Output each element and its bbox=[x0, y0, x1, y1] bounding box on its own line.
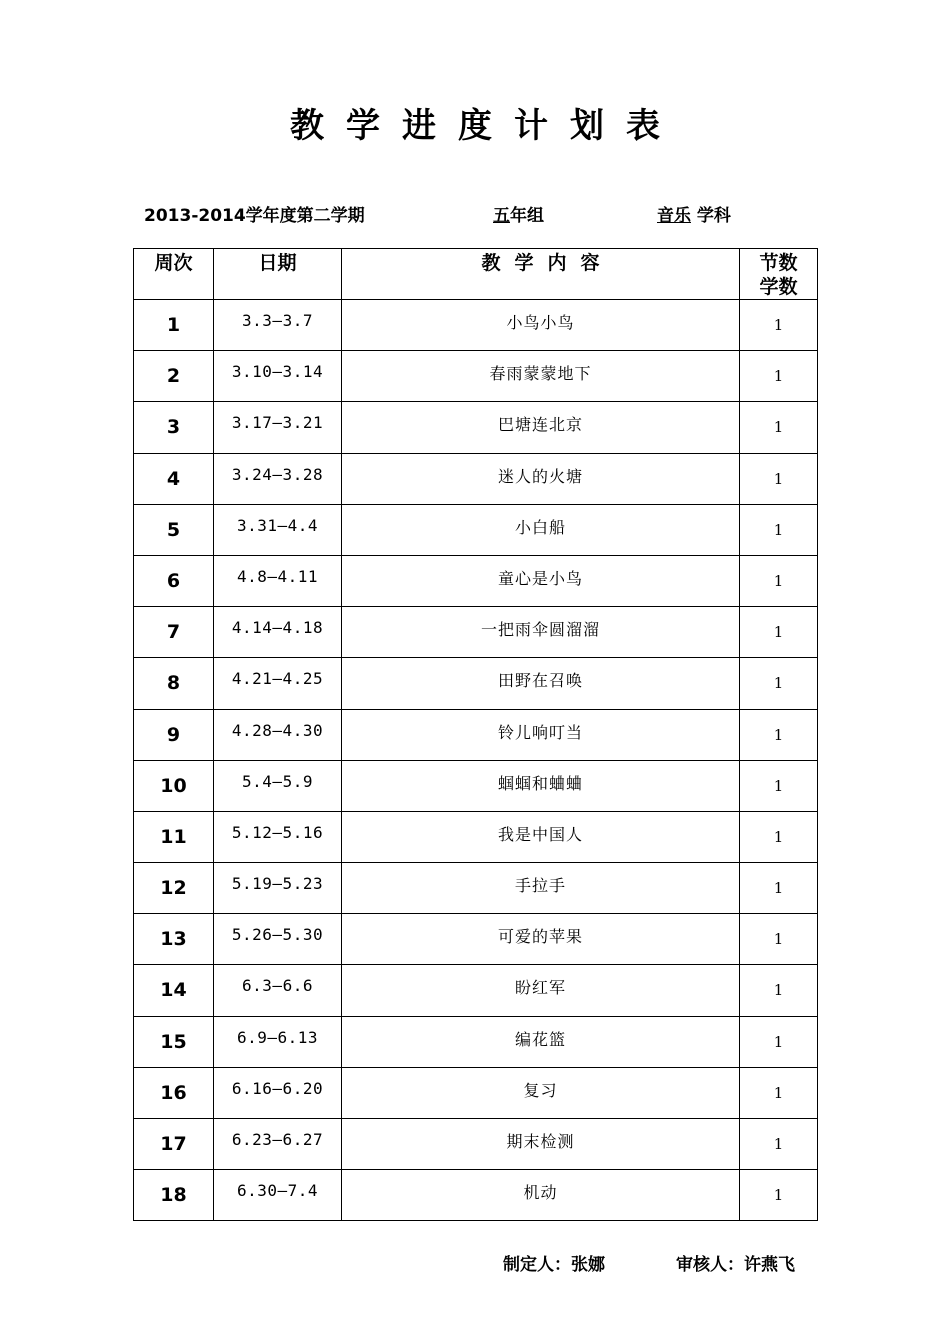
subject-value: 音乐 bbox=[657, 206, 691, 226]
content-cell: 蝈蝈和蛐蛐 bbox=[342, 760, 740, 811]
week-cell: 9 bbox=[134, 709, 214, 760]
count-cell: 1 bbox=[740, 863, 818, 914]
content-cell: 我是中国人 bbox=[342, 811, 740, 862]
week-cell: 10 bbox=[134, 760, 214, 811]
content-cell: 复习 bbox=[342, 1067, 740, 1118]
week-cell: 14 bbox=[134, 965, 214, 1016]
maker-label: 制定人：张娜 bbox=[503, 1255, 605, 1275]
header-week: 周次 bbox=[134, 249, 214, 300]
date-cell: 5.19—5.23 bbox=[214, 863, 342, 914]
date-cell: 3.17—3.21 bbox=[214, 402, 342, 453]
table-body bbox=[134, 300, 818, 1221]
table-row bbox=[134, 351, 818, 402]
week-cell: 4 bbox=[134, 453, 214, 504]
table-row bbox=[134, 607, 818, 658]
count-cell: 1 bbox=[740, 300, 818, 351]
week-cell: 6 bbox=[134, 555, 214, 606]
content-cell: 手拉手 bbox=[342, 863, 740, 914]
table-row bbox=[134, 709, 818, 760]
date-cell: 6.23—6.27 bbox=[214, 1119, 342, 1170]
content-cell: 迷人的火塘 bbox=[342, 453, 740, 504]
count-cell: 1 bbox=[740, 607, 818, 658]
week-cell: 3 bbox=[134, 402, 214, 453]
week-cell: 13 bbox=[134, 914, 214, 965]
date-cell: 5.4—5.9 bbox=[214, 760, 342, 811]
table-row bbox=[134, 965, 818, 1016]
date-cell: 3.31—4.4 bbox=[214, 504, 342, 555]
date-cell: 4.21—4.25 bbox=[214, 658, 342, 709]
content-cell: 一把雨伞圆溜溜 bbox=[342, 607, 740, 658]
content-cell: 机动 bbox=[342, 1170, 740, 1221]
date-cell: 6.3—6.6 bbox=[214, 965, 342, 1016]
content-cell: 小鸟小鸟 bbox=[342, 300, 740, 351]
week-cell: 16 bbox=[134, 1067, 214, 1118]
header-count-line2: 学数 bbox=[759, 276, 798, 298]
term-label: 2013-2014学年度第二学期 bbox=[144, 206, 365, 226]
table-row bbox=[134, 811, 818, 862]
date-cell: 3.3—3.7 bbox=[214, 300, 342, 351]
table-row bbox=[134, 1170, 818, 1221]
table-row bbox=[134, 1016, 818, 1067]
week-cell: 12 bbox=[134, 863, 214, 914]
date-cell: 5.12—5.16 bbox=[214, 811, 342, 862]
table-row bbox=[134, 300, 818, 351]
header-count-line1: 节数 bbox=[759, 252, 798, 274]
date-cell: 6.9—6.13 bbox=[214, 1016, 342, 1067]
week-cell: 7 bbox=[134, 607, 214, 658]
table-row bbox=[134, 914, 818, 965]
table-row bbox=[134, 863, 818, 914]
count-cell: 1 bbox=[740, 1119, 818, 1170]
count-cell: 1 bbox=[740, 402, 818, 453]
table-row bbox=[134, 402, 818, 453]
table-header-row bbox=[134, 249, 818, 300]
week-cell: 2 bbox=[134, 351, 214, 402]
content-cell: 春雨蒙蒙地下 bbox=[342, 351, 740, 402]
content-cell: 巴塘连北京 bbox=[342, 402, 740, 453]
count-cell: 1 bbox=[740, 1067, 818, 1118]
count-cell: 1 bbox=[740, 914, 818, 965]
week-cell: 5 bbox=[134, 504, 214, 555]
count-cell: 1 bbox=[740, 504, 818, 555]
date-cell: 6.30—7.4 bbox=[214, 1170, 342, 1221]
count-cell: 1 bbox=[740, 965, 818, 1016]
header-content: 教学内容 bbox=[342, 249, 740, 300]
week-cell: 11 bbox=[134, 811, 214, 862]
date-cell: 4.14—4.18 bbox=[214, 607, 342, 658]
count-cell: 1 bbox=[740, 709, 818, 760]
reviewer-label: 审核人：许燕飞 bbox=[676, 1255, 795, 1275]
grade-suffix: 年组 bbox=[510, 206, 544, 226]
date-cell: 6.16—6.20 bbox=[214, 1067, 342, 1118]
header-count bbox=[740, 249, 818, 300]
date-cell: 5.26—5.30 bbox=[214, 914, 342, 965]
week-cell: 15 bbox=[134, 1016, 214, 1067]
week-cell: 1 bbox=[134, 300, 214, 351]
content-cell: 期末检测 bbox=[342, 1119, 740, 1170]
table-row bbox=[134, 555, 818, 606]
subject-suffix: 学科 bbox=[696, 206, 731, 226]
table-row bbox=[134, 453, 818, 504]
count-cell: 1 bbox=[740, 658, 818, 709]
count-cell: 1 bbox=[740, 760, 818, 811]
date-cell: 3.10—3.14 bbox=[214, 351, 342, 402]
week-cell: 17 bbox=[134, 1119, 214, 1170]
content-cell: 田野在召唤 bbox=[342, 658, 740, 709]
content-cell: 盼红军 bbox=[342, 965, 740, 1016]
date-cell: 4.8—4.11 bbox=[214, 555, 342, 606]
table-row bbox=[134, 760, 818, 811]
subject-label bbox=[645, 201, 731, 226]
week-cell: 8 bbox=[134, 658, 214, 709]
table-row bbox=[134, 504, 818, 555]
schedule-table bbox=[133, 248, 818, 1221]
content-cell: 可爱的苹果 bbox=[342, 914, 740, 965]
page-title: 教学进度计划表 bbox=[290, 106, 682, 146]
count-cell: 1 bbox=[740, 1170, 818, 1221]
grade-value: 五 bbox=[493, 206, 510, 226]
date-cell: 3.24—3.28 bbox=[214, 453, 342, 504]
table-row bbox=[134, 1067, 818, 1118]
count-cell: 1 bbox=[740, 351, 818, 402]
week-cell: 18 bbox=[134, 1170, 214, 1221]
content-cell: 小白船 bbox=[342, 504, 740, 555]
content-cell: 编花篮 bbox=[342, 1016, 740, 1067]
count-cell: 1 bbox=[740, 1016, 818, 1067]
header-date: 日期 bbox=[214, 249, 342, 300]
content-cell: 童心是小鸟 bbox=[342, 555, 740, 606]
count-cell: 1 bbox=[740, 811, 818, 862]
table-row bbox=[134, 658, 818, 709]
grade-label bbox=[493, 201, 544, 226]
content-cell: 铃儿响叮当 bbox=[342, 709, 740, 760]
count-cell: 1 bbox=[740, 555, 818, 606]
table-row bbox=[134, 1119, 818, 1170]
date-cell: 4.28—4.30 bbox=[214, 709, 342, 760]
count-cell: 1 bbox=[740, 453, 818, 504]
